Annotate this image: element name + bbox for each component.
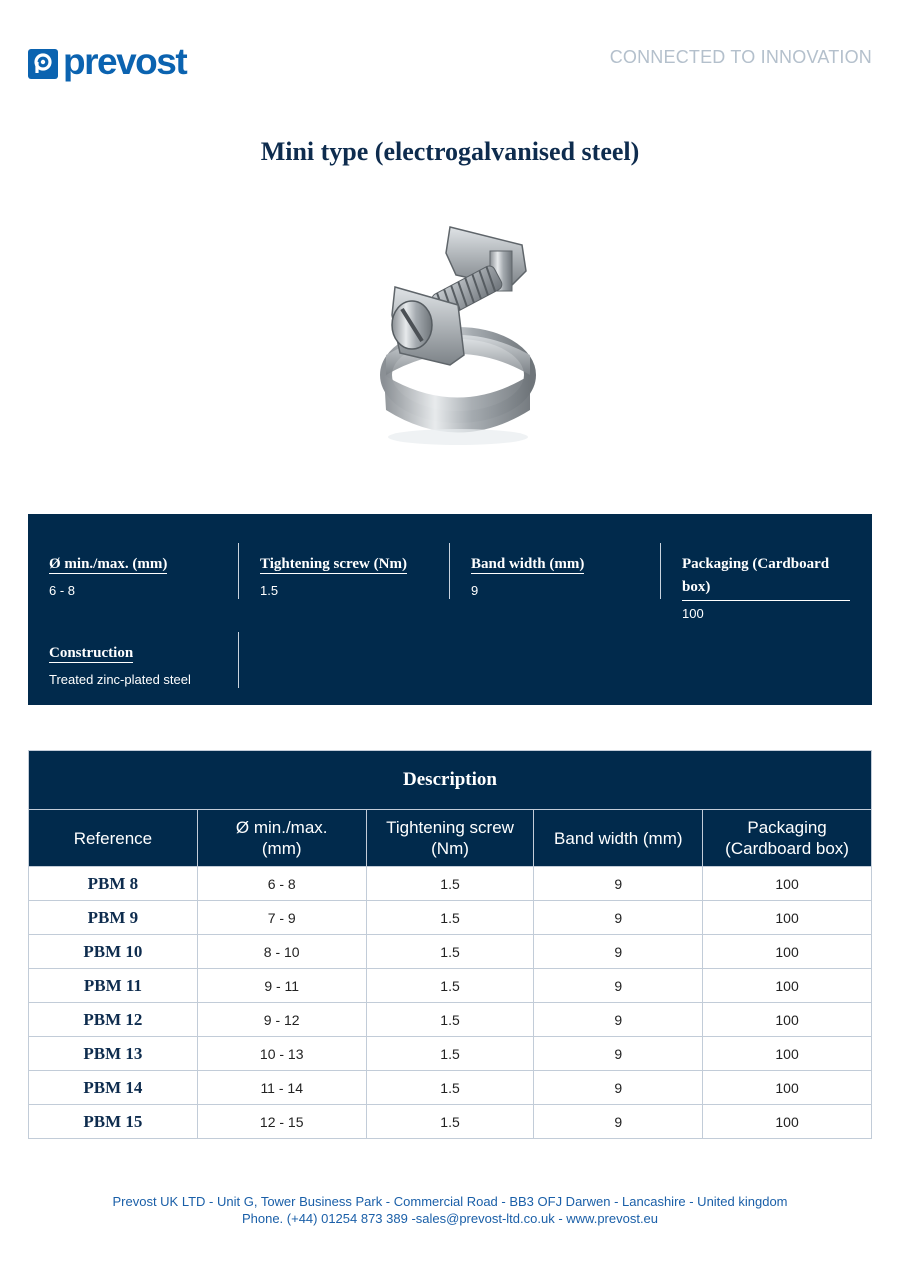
- header-text: Reference: [73, 828, 153, 848]
- cell-packaging: 100: [703, 1105, 872, 1139]
- cell-band-width: 9: [534, 1037, 703, 1071]
- cell-reference: PBM 9: [29, 901, 198, 935]
- spec-packaging: [661, 543, 872, 623]
- cell-torque: 1.5: [366, 867, 534, 901]
- spec-value: Treated zinc-plated steel: [49, 672, 191, 687]
- header-packaging: [703, 810, 872, 867]
- table-row: [29, 901, 872, 935]
- cell-band-width: 9: [534, 935, 703, 969]
- cell-torque: 1.5: [366, 1071, 534, 1105]
- cell-diameter: 9 - 11: [197, 969, 366, 1003]
- cell-reference: PBM 14: [29, 1071, 198, 1105]
- cell-torque: 1.5: [366, 935, 534, 969]
- header-text: Tightening screw: [386, 818, 514, 837]
- footer: [0, 1193, 900, 1227]
- cell-packaging: 100: [703, 1003, 872, 1037]
- spec-value: 100: [682, 606, 704, 621]
- table-row: [29, 1037, 872, 1071]
- cell-reference: PBM 12: [29, 1003, 198, 1037]
- table-row: [29, 867, 872, 901]
- cell-diameter: 10 - 13: [197, 1037, 366, 1071]
- description-table: [28, 750, 872, 1139]
- spec-label: [682, 553, 850, 601]
- cell-packaging: 100: [703, 1071, 872, 1105]
- cell-reference: PBM 8: [29, 867, 198, 901]
- cell-reference: PBM 11: [29, 969, 198, 1003]
- page-title: Mini type (electrogalvanised steel): [260, 137, 640, 166]
- table-row: [29, 969, 872, 1003]
- cell-torque: 1.5: [366, 901, 534, 935]
- spec-band-width: [450, 543, 661, 599]
- header-reference: [29, 810, 198, 867]
- table-row: [29, 1071, 872, 1105]
- table-row: [29, 935, 872, 969]
- cell-packaging: 100: [703, 901, 872, 935]
- table-row: [29, 1105, 872, 1139]
- spec-tightening-screw: [239, 543, 450, 599]
- specifications-panel: [28, 514, 872, 705]
- cell-band-width: 9: [534, 1071, 703, 1105]
- cell-packaging: 100: [703, 935, 872, 969]
- header-text: Band width (mm): [554, 828, 683, 848]
- cell-torque: 1.5: [366, 1037, 534, 1071]
- cell-band-width: 9: [534, 969, 703, 1003]
- spec-label-line: box): [682, 579, 711, 595]
- spec-label: Ø min./max. (mm): [49, 556, 168, 572]
- table-caption: Description: [29, 751, 872, 810]
- spec-label-line: Packaging (Cardboard: [682, 556, 830, 572]
- cell-diameter: 9 - 12: [197, 1003, 366, 1037]
- cell-diameter: 7 - 9: [197, 901, 366, 935]
- table-row: [29, 1003, 872, 1037]
- header-text: (Cardboard box): [725, 839, 849, 858]
- cell-reference: PBM 10: [29, 935, 198, 969]
- spec-label: Tightening screw (Nm): [260, 556, 407, 572]
- cell-diameter: 11 - 14: [197, 1071, 366, 1105]
- spec-construction: [28, 632, 239, 688]
- header-text: (mm): [261, 839, 302, 858]
- cell-diameter: 12 - 15: [197, 1105, 366, 1139]
- brand-name: prevost: [63, 41, 187, 82]
- brand-logo[interactable]: [28, 41, 187, 82]
- cell-band-width: 9: [534, 867, 703, 901]
- cell-packaging: 100: [703, 1037, 872, 1071]
- spec-label: Band width (mm): [471, 556, 585, 572]
- brand-tagline: CONNECTED TO INNOVATION: [609, 47, 872, 67]
- cell-packaging: 100: [703, 867, 872, 901]
- spec-diameter: [28, 543, 239, 599]
- spec-value: 9: [471, 583, 479, 598]
- header-band-width: [534, 810, 703, 867]
- spec-label: Construction: [49, 645, 134, 661]
- header-text: Packaging: [747, 818, 827, 837]
- cell-band-width: 9: [534, 901, 703, 935]
- header-tightening-screw: [366, 810, 534, 867]
- cell-diameter: 8 - 10: [197, 935, 366, 969]
- cell-torque: 1.5: [366, 1105, 534, 1139]
- spec-value: 6 - 8: [49, 583, 76, 598]
- spec-value: 1.5: [260, 583, 279, 598]
- header-text: (Nm): [431, 839, 469, 858]
- cell-band-width: 9: [534, 1003, 703, 1037]
- cell-band-width: 9: [534, 1105, 703, 1139]
- cell-reference: PBM 13: [29, 1037, 198, 1071]
- header-text: Ø min./max.: [235, 818, 328, 837]
- header-diameter: [197, 810, 366, 867]
- cell-packaging: 100: [703, 969, 872, 1003]
- footer-contact[interactable]: Phone. (+44) 01254 873 389 -sales@prevost-ltd.co.uk - www.prevost.eu: [241, 1211, 659, 1226]
- prevost-logo-icon: [28, 49, 58, 79]
- hose-clamp-image: [340, 205, 570, 465]
- table-header-row: [29, 810, 872, 867]
- cell-torque: 1.5: [366, 969, 534, 1003]
- footer-address: Prevost UK LTD - Unit G, Tower Business Park - Commercial Road - BB3 OFJ Darwen - Lancashire - United kingdom: [112, 1194, 788, 1209]
- cell-reference: PBM 15: [29, 1105, 198, 1139]
- cell-torque: 1.5: [366, 1003, 534, 1037]
- cell-diameter: 6 - 8: [197, 867, 366, 901]
